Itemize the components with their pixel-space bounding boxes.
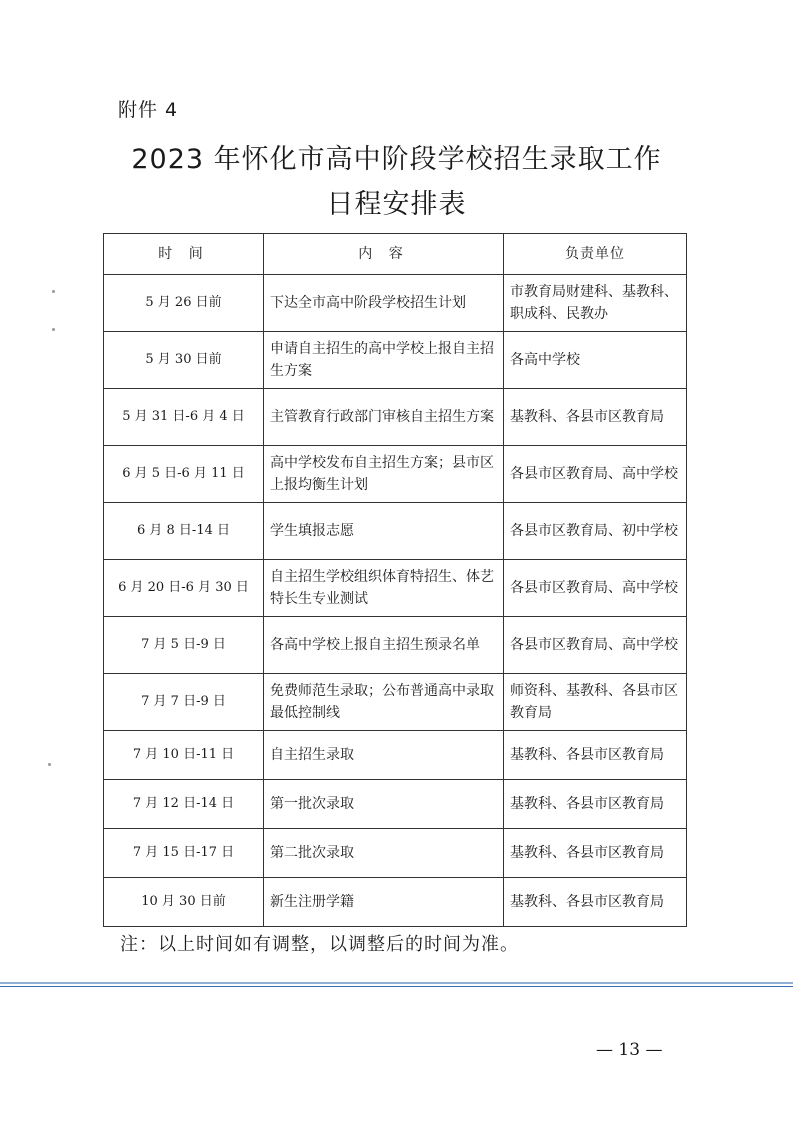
table-row [104,560,687,617]
row-dept: 各县市区教育局、高中学校 [504,617,687,674]
footer-divider-secondary [0,986,793,987]
page-number: — 13 — [596,1040,663,1060]
row-content: 免费师范生录取；公布普通高中录取最低控制线 [264,674,504,731]
row-content: 自主招生录取 [264,731,504,780]
row-dept: 各县市区教育局、初中学校 [504,503,687,560]
row-date: 7 月 15 日-17 日 [104,829,264,878]
row-date: 5 月 26 日前 [104,275,264,332]
table-row [104,503,687,560]
table-row [104,878,687,927]
header-time: 时 间 [104,234,264,275]
table-header-row [104,234,687,275]
row-dept: 基教科、各县市区教育局 [504,389,687,446]
row-date: 7 月 10 日-11 日 [104,731,264,780]
row-date: 6 月 20 日-6 月 30 日 [104,560,264,617]
row-content: 下达全市高中阶段学校招生计划 [264,275,504,332]
row-dept: 基教科、各县市区教育局 [504,878,687,927]
footer-divider [0,982,793,984]
row-date: 5 月 31 日-6 月 4 日 [104,389,264,446]
footnote: 注：以上时间如有调整，以调整后的时间为准。 [120,934,519,955]
row-date: 7 月 12 日-14 日 [104,780,264,829]
row-content: 第二批次录取 [264,829,504,878]
table-row [104,674,687,731]
row-content: 高中学校发布自主招生方案；县市区上报均衡生计划 [264,446,504,503]
row-dept: 各县市区教育局、高中学校 [504,560,687,617]
row-content: 自主招生学校组织体育特招生、体艺特长生专业测试 [264,560,504,617]
attachment-label: 附件 4 [118,99,179,121]
row-content: 学生填报志愿 [264,503,504,560]
row-content: 申请自主招生的高中学校上报自主招生方案 [264,332,504,389]
row-date: 7 月 7 日-9 日 [104,674,264,731]
scan-mark [52,328,55,331]
table-row [104,780,687,829]
schedule-table [103,233,687,927]
table-row [104,829,687,878]
row-date: 6 月 8 日-14 日 [104,503,264,560]
table-row [104,731,687,780]
row-content: 第一批次录取 [264,780,504,829]
document-subtitle: 日程安排表 [326,189,467,220]
table-row [104,617,687,674]
table-row [104,275,687,332]
row-dept: 市教育局财建科、基教科、职成科、民教办 [504,275,687,332]
row-date: 6 月 5 日-6 月 11 日 [104,446,264,503]
table-row [104,389,687,446]
scan-mark [48,763,51,766]
table-row [104,446,687,503]
row-date: 5 月 30 日前 [104,332,264,389]
row-dept: 基教科、各县市区教育局 [504,829,687,878]
table-row [104,332,687,389]
header-content: 内 容 [264,234,504,275]
row-date: 7 月 5 日-9 日 [104,617,264,674]
header-dept: 负责单位 [504,234,687,275]
row-dept: 各县市区教育局、高中学校 [504,446,687,503]
row-dept: 基教科、各县市区教育局 [504,780,687,829]
row-content: 新生注册学籍 [264,878,504,927]
row-content: 主管教育行政部门审核自主招生方案 [264,389,504,446]
row-dept: 各高中学校 [504,332,687,389]
row-dept: 师资科、基教科、各县市区教育局 [504,674,687,731]
row-date: 10 月 30 日前 [104,878,264,927]
row-content: 各高中学校上报自主招生预录名单 [264,617,504,674]
document-title: 2023 年怀化市高中阶段学校招生录取工作 [131,144,662,175]
scan-mark [52,290,55,293]
row-dept: 基教科、各县市区教育局 [504,731,687,780]
